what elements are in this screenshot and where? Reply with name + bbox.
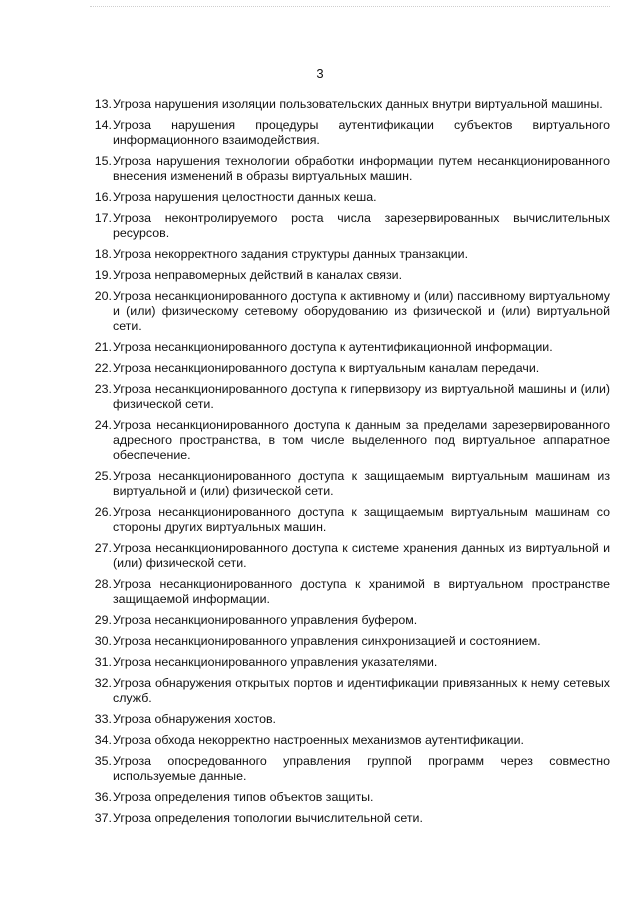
list-item bbox=[90, 541, 610, 571]
list-item-text: Угроза неправомерных действий в каналах связи. bbox=[113, 268, 403, 282]
list-item bbox=[90, 754, 610, 784]
list-item-text: Угроза несанкционированного доступа к защищаемым виртуальным машинам из виртуальной и (или) физической сети. bbox=[113, 469, 610, 498]
list-item bbox=[90, 340, 610, 355]
list-item bbox=[90, 733, 610, 748]
list-item bbox=[90, 655, 610, 670]
list-item-number: 24. bbox=[94, 418, 112, 432]
list-item-number: 21. bbox=[94, 340, 112, 354]
scan-artifact-line bbox=[90, 6, 610, 8]
list-item-text: Угроза неконтролируемого роста числа зарезервированных вычислительных ресурсов. bbox=[113, 211, 610, 240]
list-item bbox=[90, 712, 610, 727]
list-item-number: 22. bbox=[94, 361, 112, 375]
list-item bbox=[90, 613, 610, 628]
list-item-number: 23. bbox=[94, 382, 112, 396]
list-item-number: 18. bbox=[94, 247, 112, 261]
list-item-number: 31. bbox=[94, 655, 112, 669]
list-item-text: Угроза несанкционированного доступа к активному и (или) пассивному виртуальному и (или) физическому сетевому оборудованию из физической и (или) виртуальной сети. bbox=[113, 289, 610, 333]
list-item-text: Угроза нарушения технологии обработки информации путем несанкционированного внесения изменений в образы виртуальных машин. bbox=[113, 154, 610, 183]
list-item-text: Угроза несанкционированного доступа к виртуальным каналам передачи. bbox=[113, 361, 540, 375]
list-item bbox=[90, 418, 610, 463]
list-item-number: 37. bbox=[94, 811, 112, 825]
list-item-number: 13. bbox=[94, 97, 112, 111]
list-item-number: 25. bbox=[94, 469, 112, 483]
list-item-number: 30. bbox=[94, 634, 112, 648]
list-item bbox=[90, 268, 610, 283]
list-item bbox=[90, 118, 610, 148]
list-item-number: 36. bbox=[94, 790, 112, 804]
list-item-number: 14. bbox=[94, 118, 112, 132]
list-item-text: Угроза нарушения процедуры аутентификации субъектов виртуального информационного взаимодействия. bbox=[113, 118, 610, 147]
list-item-text: Угроза обхода некорректно настроенных механизмов аутентификации. bbox=[113, 733, 524, 747]
list-item bbox=[90, 676, 610, 706]
list-item bbox=[90, 289, 610, 334]
list-item bbox=[90, 790, 610, 805]
list-item-text: Угроза нарушения целостности данных кеша. bbox=[113, 190, 377, 204]
list-item-text: Угроза несанкционированного доступа к системе хранения данных из виртуальной и (или) физической сети. bbox=[113, 541, 610, 570]
list-item bbox=[90, 97, 610, 112]
list-item-text: Угроза опосредованного управления группой программ через совместно используемые данные. bbox=[113, 754, 610, 783]
list-item-text: Угроза некорректного задания структуры данных транзакции. bbox=[113, 247, 469, 261]
list-item-number: 34. bbox=[94, 733, 112, 747]
list-item-text: Угроза обнаружения хостов. bbox=[113, 712, 276, 726]
list-item-text: Угроза определения топологии вычислительной сети. bbox=[113, 811, 423, 825]
threat-list bbox=[90, 97, 610, 832]
list-item-number: 33. bbox=[94, 712, 112, 726]
list-item bbox=[90, 211, 610, 241]
list-item-text: Угроза нарушения изоляции пользовательских данных внутри виртуальной машины. bbox=[113, 97, 603, 111]
list-item bbox=[90, 577, 610, 607]
list-item-number: 16. bbox=[94, 190, 112, 204]
list-item-number: 27. bbox=[94, 541, 112, 555]
list-item bbox=[90, 361, 610, 376]
list-item bbox=[90, 811, 610, 826]
list-item-text: Угроза несанкционированного доступа к гипервизору из виртуальной машины и (или) физической сети. bbox=[113, 382, 610, 411]
list-item-number: 17. bbox=[94, 211, 112, 225]
list-item-number: 20. bbox=[94, 289, 112, 303]
list-item-text: Угроза несанкционированного доступа к данным за пределами зарезервированного адресного пространства, в том числе выделенного под виртуальное аппаратное обеспечение. bbox=[113, 418, 610, 462]
page-number: 3 bbox=[316, 66, 324, 81]
list-item-number: 32. bbox=[94, 676, 112, 690]
list-item-number: 26. bbox=[94, 505, 112, 519]
list-item-text: Угроза несанкционированного управления указателями. bbox=[113, 655, 438, 669]
list-item-text: Угроза несанкционированного доступа к аутентификационной информации. bbox=[113, 340, 553, 354]
list-item-number: 19. bbox=[94, 268, 112, 282]
list-item-text: Угроза несанкционированного доступа к защищаемым виртуальным машинам со стороны других виртуальных машин. bbox=[113, 505, 610, 534]
list-item-text: Угроза несанкционированного доступа к хранимой в виртуальном пространстве защищаемой информации. bbox=[113, 577, 610, 606]
list-item-text: Угроза несанкционированного управления синхронизацией и состоянием. bbox=[113, 634, 541, 648]
list-item bbox=[90, 154, 610, 184]
list-item-text: Угроза обнаружения открытых портов и идентификации привязанных к нему сетевых служб. bbox=[113, 676, 610, 705]
list-item bbox=[90, 505, 610, 535]
list-item-text: Угроза определения типов объектов защиты. bbox=[113, 790, 374, 804]
list-item-number: 29. bbox=[94, 613, 112, 627]
list-item-number: 15. bbox=[94, 154, 112, 168]
list-item bbox=[90, 247, 610, 262]
list-item-text: Угроза несанкционированного управления буфером. bbox=[113, 613, 418, 627]
list-item bbox=[90, 190, 610, 205]
list-item bbox=[90, 634, 610, 649]
list-item-number: 28. bbox=[94, 577, 112, 591]
list-item bbox=[90, 382, 610, 412]
list-item bbox=[90, 469, 610, 499]
list-item-number: 35. bbox=[94, 754, 112, 768]
